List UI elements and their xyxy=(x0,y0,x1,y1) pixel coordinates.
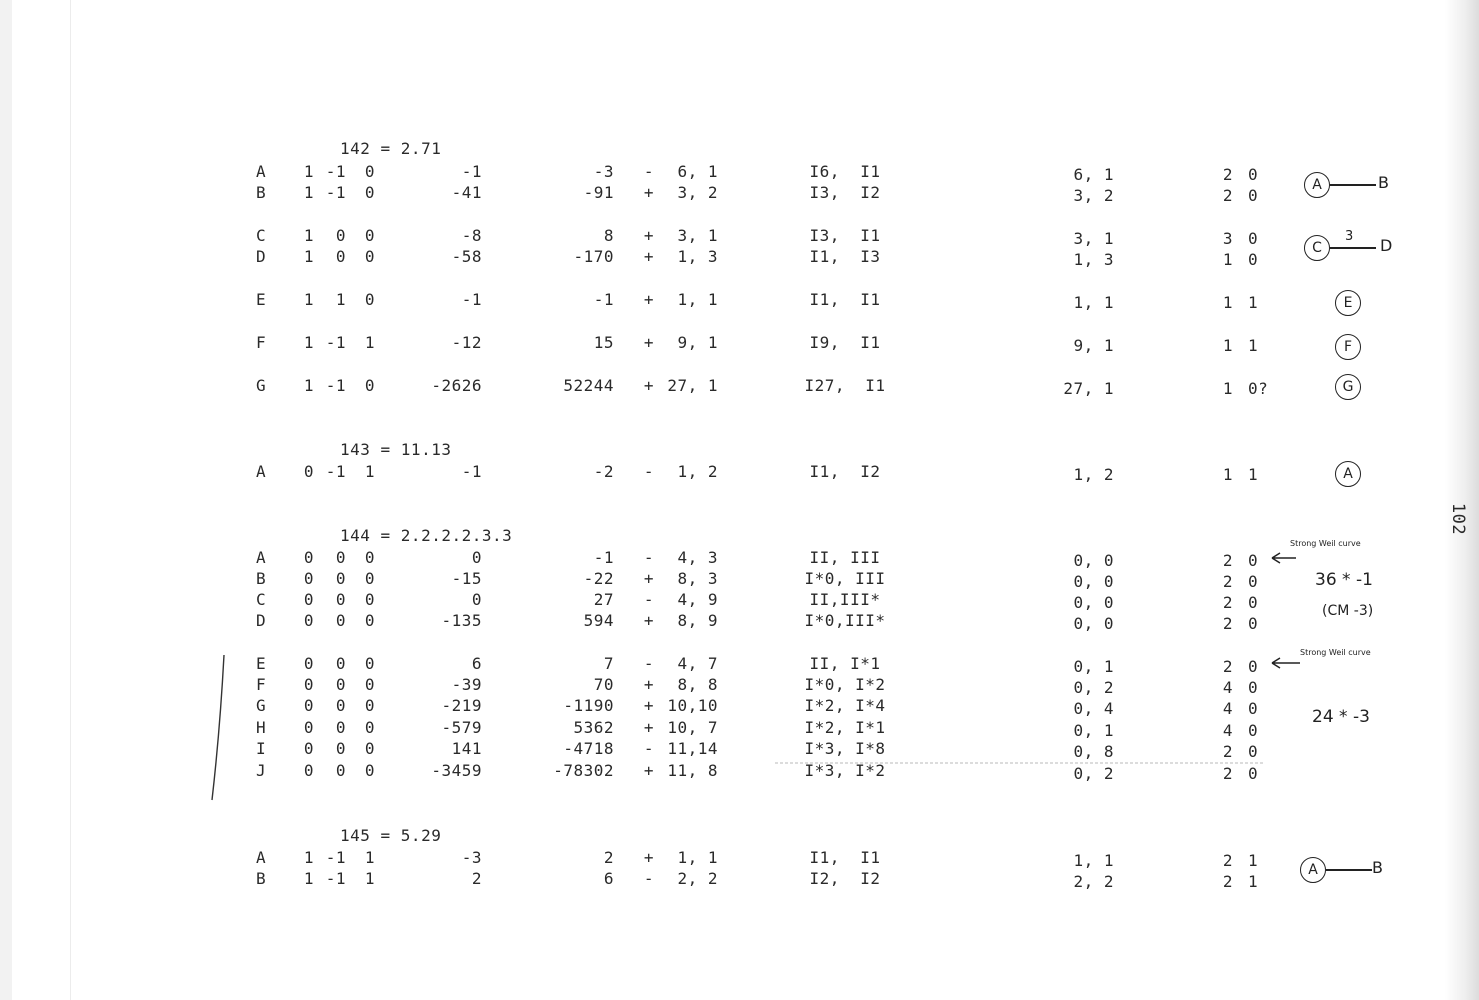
link-target-b: B xyxy=(1372,858,1383,877)
section-header: 142 = 2.71 xyxy=(340,139,442,158)
cell-e1: 4 xyxy=(1222,699,1233,718)
cell-sign: - xyxy=(643,590,655,609)
page-number: 102 xyxy=(1448,502,1469,536)
cell-c: 0 xyxy=(364,739,375,758)
cell-sign: - xyxy=(643,869,655,888)
scan-right-edge xyxy=(1445,0,1479,1000)
link-target-d: D xyxy=(1380,236,1393,255)
cell-ideals: I9, I1 xyxy=(809,333,881,352)
cell-res: 0, 2 xyxy=(1073,764,1114,783)
cell-c: 0 xyxy=(364,247,375,266)
cell-a: 1 xyxy=(303,848,314,867)
isogeny-degree: 3 xyxy=(1345,229,1354,244)
cell-e2: 1 xyxy=(1248,465,1259,484)
cell-sign: + xyxy=(643,696,655,715)
cell-res: 6, 1 xyxy=(1073,165,1114,184)
cell-ideals: I1, I3 xyxy=(809,247,881,266)
cell-a: 0 xyxy=(303,548,314,567)
handwritten-note-24: 24 * -3 xyxy=(1312,707,1370,727)
cell-ideals: I27, I1 xyxy=(804,376,886,395)
cell-e2: 0 xyxy=(1248,165,1259,184)
cell-c: 0 xyxy=(364,290,375,309)
cell-label: A xyxy=(256,162,267,181)
cell-e2: 0 xyxy=(1248,572,1259,591)
cell-sign: - xyxy=(643,739,655,758)
cell-a: 0 xyxy=(303,718,314,737)
cell-pair: 1, 3 xyxy=(677,247,718,266)
section-header: 145 = 5.29 xyxy=(340,826,442,845)
cell-v2: -1190 xyxy=(563,696,614,715)
cell-b: 0 xyxy=(335,696,346,715)
cell-b: 0 xyxy=(335,611,346,630)
cell-sign: - xyxy=(643,548,655,567)
cell-b: 1 xyxy=(335,290,346,309)
cell-a: 1 xyxy=(303,226,314,245)
cell-v1: -3459 xyxy=(431,761,482,780)
cell-c: 0 xyxy=(364,548,375,567)
cell-ideals: I1, I1 xyxy=(809,290,881,309)
cell-e1: 2 xyxy=(1222,186,1233,205)
cell-pair: 11,14 xyxy=(667,739,718,758)
cell-a: 1 xyxy=(303,376,314,395)
cell-label: H xyxy=(256,718,267,737)
cell-sign: - xyxy=(643,162,655,181)
cell-v2: 52244 xyxy=(563,376,614,395)
cell-pair: 10, 7 xyxy=(667,718,718,737)
cell-pair: 11, 8 xyxy=(667,761,718,780)
cell-res: 0, 0 xyxy=(1073,614,1114,633)
cell-label: A xyxy=(256,548,267,567)
cell-v1: -39 xyxy=(451,675,482,694)
cell-ideals: I*3, I*8 xyxy=(804,739,886,758)
link-target-b: B xyxy=(1378,173,1389,192)
cell-b: -1 xyxy=(325,848,346,867)
cell-b: 0 xyxy=(335,548,346,567)
cell-e1: 4 xyxy=(1222,678,1233,697)
cell-e1: 1 xyxy=(1222,465,1233,484)
cell-c: 1 xyxy=(364,462,375,481)
cell-b: -1 xyxy=(325,376,346,395)
cell-a: 0 xyxy=(303,654,314,673)
cell-sign: + xyxy=(643,611,655,630)
cell-e2: 0 xyxy=(1248,657,1259,676)
cell-e1: 2 xyxy=(1222,764,1233,783)
handwritten-note-cm: (CM -3) xyxy=(1322,603,1374,619)
cell-b: 0 xyxy=(335,675,346,694)
cell-res: 0, 1 xyxy=(1073,721,1114,740)
cell-v2: 6 xyxy=(603,869,614,888)
cell-e2: 1 xyxy=(1248,872,1259,891)
cell-v1: -8 xyxy=(461,226,482,245)
cell-e2: 0 xyxy=(1248,551,1259,570)
margin-line xyxy=(212,655,224,800)
cell-v2: 15 xyxy=(593,333,614,352)
cell-sign: - xyxy=(643,654,655,673)
handwritten-note-36: 36 * -1 xyxy=(1315,570,1373,590)
cell-v1: -579 xyxy=(441,718,482,737)
cell-c: 0 xyxy=(364,761,375,780)
cell-pair: 3, 2 xyxy=(677,183,718,202)
cell-e1: 2 xyxy=(1222,657,1233,676)
cell-res: 1, 3 xyxy=(1073,250,1114,269)
cell-v1: -135 xyxy=(441,611,482,630)
cell-res: 0, 4 xyxy=(1073,699,1114,718)
cell-res: 27, 1 xyxy=(1063,379,1114,398)
cell-e2: 1 xyxy=(1248,293,1259,312)
cell-res: 0, 0 xyxy=(1073,593,1114,612)
cell-e1: 2 xyxy=(1222,872,1233,891)
cell-res: 1, 1 xyxy=(1073,293,1114,312)
cell-v2: -91 xyxy=(583,183,614,202)
cell-v2: 5362 xyxy=(573,718,614,737)
cell-ideals: I*2, I*1 xyxy=(804,718,886,737)
cell-res: 2, 2 xyxy=(1073,872,1114,891)
cell-label: E xyxy=(256,290,267,309)
cell-v1: -12 xyxy=(451,333,482,352)
cell-e2: 0 xyxy=(1248,764,1259,783)
cell-a: 0 xyxy=(303,761,314,780)
cell-res: 0, 1 xyxy=(1073,657,1114,676)
cell-pair: 8, 8 xyxy=(677,675,718,694)
cell-ideals: II, III xyxy=(809,548,881,567)
cell-v2: -2 xyxy=(593,462,614,481)
cell-b: -1 xyxy=(325,183,346,202)
circled-letter-a: A xyxy=(1300,857,1326,883)
cell-b: -1 xyxy=(325,462,346,481)
cell-e1: 1 xyxy=(1222,250,1233,269)
cell-e1: 2 xyxy=(1222,851,1233,870)
cell-ideals: I1, I2 xyxy=(809,462,881,481)
cell-sign: + xyxy=(643,183,655,202)
cell-v2: 70 xyxy=(593,675,614,694)
cell-e1: 2 xyxy=(1222,551,1233,570)
cell-label: F xyxy=(256,675,267,694)
cell-ideals: I*0, I*2 xyxy=(804,675,886,694)
cell-res: 3, 2 xyxy=(1073,186,1114,205)
cell-c: 0 xyxy=(364,226,375,245)
cell-e1: 2 xyxy=(1222,165,1233,184)
cell-sign: + xyxy=(643,848,655,867)
cell-c: 1 xyxy=(364,869,375,888)
cell-c: 0 xyxy=(364,611,375,630)
cell-a: 1 xyxy=(303,247,314,266)
cell-ideals: I1, I1 xyxy=(809,848,881,867)
cell-c: 0 xyxy=(364,718,375,737)
circled-letter-a: A xyxy=(1304,172,1330,198)
cell-sign: - xyxy=(643,462,655,481)
cell-v2: 7 xyxy=(603,654,614,673)
cell-a: 0 xyxy=(303,569,314,588)
cell-v1: -15 xyxy=(451,569,482,588)
cell-ideals: I3, I1 xyxy=(809,226,881,245)
cell-label: B xyxy=(256,869,267,888)
cell-pair: 10,10 xyxy=(667,696,718,715)
cell-e2: 1 xyxy=(1248,336,1259,355)
cell-b: 0 xyxy=(335,718,346,737)
cell-e1: 1 xyxy=(1222,293,1233,312)
section-header: 143 = 11.13 xyxy=(340,440,452,459)
cell-ideals: II,III* xyxy=(809,590,881,609)
cell-v2: -78302 xyxy=(553,761,614,780)
cell-b: 0 xyxy=(335,569,346,588)
cell-pair: 2, 2 xyxy=(677,869,718,888)
cell-sign: + xyxy=(643,226,655,245)
cell-label: D xyxy=(256,611,267,630)
cell-c: 0 xyxy=(364,162,375,181)
cell-e1: 1 xyxy=(1222,379,1233,398)
cell-v2: -4718 xyxy=(563,739,614,758)
cell-pair: 4, 9 xyxy=(677,590,718,609)
cell-a: 0 xyxy=(303,611,314,630)
cell-b: 0 xyxy=(335,247,346,266)
cell-v2: -1 xyxy=(593,290,614,309)
cell-label: D xyxy=(256,247,267,266)
cell-a: 0 xyxy=(303,739,314,758)
cell-ideals: I2, I2 xyxy=(809,869,881,888)
scan-fold-line xyxy=(70,0,71,1000)
cell-c: 0 xyxy=(364,675,375,694)
cell-sign: + xyxy=(643,247,655,266)
cell-b: -1 xyxy=(325,162,346,181)
cell-e2: 0 xyxy=(1248,721,1259,740)
cell-b: 0 xyxy=(335,226,346,245)
cell-res: 0, 0 xyxy=(1073,572,1114,591)
cell-e2: 0 xyxy=(1248,593,1259,612)
cell-a: 0 xyxy=(303,696,314,715)
cell-ideals: I*2, I*4 xyxy=(804,696,886,715)
cell-e1: 2 xyxy=(1222,742,1233,761)
cell-v1: -1 xyxy=(461,290,482,309)
cell-label: J xyxy=(256,761,267,780)
cell-res: 9, 1 xyxy=(1073,336,1114,355)
cell-sign: + xyxy=(643,290,655,309)
cell-res: 1, 2 xyxy=(1073,465,1114,484)
cell-a: 0 xyxy=(303,675,314,694)
cell-c: 1 xyxy=(364,848,375,867)
cell-v2: -1 xyxy=(593,548,614,567)
cell-e1: 2 xyxy=(1222,572,1233,591)
cell-v1: -58 xyxy=(451,247,482,266)
cell-ideals: II, I*1 xyxy=(809,654,881,673)
cell-sign: + xyxy=(643,376,655,395)
cell-label: A xyxy=(256,462,267,481)
cell-res: 3, 1 xyxy=(1073,229,1114,248)
cell-label: F xyxy=(256,333,267,352)
cell-sign: + xyxy=(643,718,655,737)
cell-e2: 0 xyxy=(1248,186,1259,205)
cell-label: E xyxy=(256,654,267,673)
cell-label: A xyxy=(256,848,267,867)
cell-c: 0 xyxy=(364,183,375,202)
cell-e1: 1 xyxy=(1222,336,1233,355)
cell-v1: -1 xyxy=(461,462,482,481)
cell-a: 1 xyxy=(303,869,314,888)
cell-c: 0 xyxy=(364,569,375,588)
cell-c: 0 xyxy=(364,696,375,715)
cell-pair: 4, 7 xyxy=(677,654,718,673)
cell-v1: 6 xyxy=(471,654,482,673)
scan-left-edge xyxy=(0,0,12,1000)
cell-label: C xyxy=(256,226,267,245)
cell-ideals: I*3, I*2 xyxy=(804,761,886,780)
cell-pair: 8, 9 xyxy=(677,611,718,630)
cell-label: G xyxy=(256,376,267,395)
circled-letter-g: G xyxy=(1335,374,1361,400)
cell-sign: + xyxy=(643,761,655,780)
cell-v2: 8 xyxy=(603,226,614,245)
cell-ideals: I*0, III xyxy=(804,569,886,588)
cell-c: 1 xyxy=(364,333,375,352)
cell-b: 0 xyxy=(335,739,346,758)
cell-v2: 27 xyxy=(593,590,614,609)
cell-res: 0, 0 xyxy=(1073,551,1114,570)
cell-a: 1 xyxy=(303,290,314,309)
cell-v1: -3 xyxy=(461,848,482,867)
cell-label: C xyxy=(256,590,267,609)
cell-e2: 0? xyxy=(1248,379,1269,398)
circled-letter-e: E xyxy=(1335,290,1361,316)
cell-res: 0, 2 xyxy=(1073,678,1114,697)
cell-res: 0, 8 xyxy=(1073,742,1114,761)
isogeny-link xyxy=(1330,184,1376,186)
strong-weil-note: Strong Weil curve xyxy=(1290,539,1361,548)
cell-v2: -170 xyxy=(573,247,614,266)
cell-res: 1, 1 xyxy=(1073,851,1114,870)
cell-e2: 1 xyxy=(1248,851,1259,870)
cell-label: I xyxy=(256,739,267,758)
cell-c: 0 xyxy=(364,654,375,673)
cell-b: 0 xyxy=(335,761,346,780)
cell-label: B xyxy=(256,183,267,202)
cell-pair: 9, 1 xyxy=(677,333,718,352)
cell-label: B xyxy=(256,569,267,588)
cell-b: -1 xyxy=(325,869,346,888)
cell-e1: 4 xyxy=(1222,721,1233,740)
cell-sign: + xyxy=(643,333,655,352)
cell-e2: 0 xyxy=(1248,742,1259,761)
cell-c: 0 xyxy=(364,590,375,609)
cell-v1: 141 xyxy=(451,739,482,758)
cell-sign: + xyxy=(643,675,655,694)
cell-v1: -41 xyxy=(451,183,482,202)
circled-letter-f: F xyxy=(1335,334,1361,360)
cell-pair: 27, 1 xyxy=(667,376,718,395)
cell-v1: -2626 xyxy=(431,376,482,395)
cell-v2: -3 xyxy=(593,162,614,181)
cell-v1: 0 xyxy=(471,590,482,609)
cell-sign: + xyxy=(643,569,655,588)
cell-v1: -1 xyxy=(461,162,482,181)
cell-pair: 1, 1 xyxy=(677,848,718,867)
cell-b: 0 xyxy=(335,590,346,609)
cell-ideals: I*0,III* xyxy=(804,611,886,630)
cell-v1: -219 xyxy=(441,696,482,715)
circled-letter-a: A xyxy=(1335,461,1361,487)
circled-letter-c: C xyxy=(1304,235,1330,261)
strong-weil-note: Strong Weil curve xyxy=(1300,648,1371,657)
cell-b: 0 xyxy=(335,654,346,673)
cell-pair: 1, 2 xyxy=(677,462,718,481)
cell-ideals: I6, I1 xyxy=(809,162,881,181)
cell-a: 0 xyxy=(303,590,314,609)
cell-e2: 0 xyxy=(1248,614,1259,633)
section-header: 144 = 2.2.2.2.3.3 xyxy=(340,526,513,545)
cell-v1: 0 xyxy=(471,548,482,567)
cell-e1: 2 xyxy=(1222,614,1233,633)
isogeny-link xyxy=(1326,869,1372,871)
cell-e1: 2 xyxy=(1222,593,1233,612)
cell-a: 1 xyxy=(303,162,314,181)
cell-a: 1 xyxy=(303,333,314,352)
cell-e2: 0 xyxy=(1248,699,1259,718)
cell-pair: 6, 1 xyxy=(677,162,718,181)
cell-v2: 594 xyxy=(583,611,614,630)
cell-e2: 0 xyxy=(1248,229,1259,248)
cell-label: G xyxy=(256,696,267,715)
cell-v2: 2 xyxy=(603,848,614,867)
cell-pair: 4, 3 xyxy=(677,548,718,567)
cell-pair: 1, 1 xyxy=(677,290,718,309)
cell-e1: 3 xyxy=(1222,229,1233,248)
cell-e2: 0 xyxy=(1248,678,1259,697)
cell-v2: -22 xyxy=(583,569,614,588)
cell-c: 0 xyxy=(364,376,375,395)
cell-pair: 8, 3 xyxy=(677,569,718,588)
cell-b: -1 xyxy=(325,333,346,352)
cell-e2: 0 xyxy=(1248,250,1259,269)
cell-pair: 3, 1 xyxy=(677,226,718,245)
cell-ideals: I3, I2 xyxy=(809,183,881,202)
cell-a: 1 xyxy=(303,183,314,202)
cell-a: 0 xyxy=(303,462,314,481)
isogeny-link xyxy=(1330,247,1376,249)
cell-v1: 2 xyxy=(471,869,482,888)
